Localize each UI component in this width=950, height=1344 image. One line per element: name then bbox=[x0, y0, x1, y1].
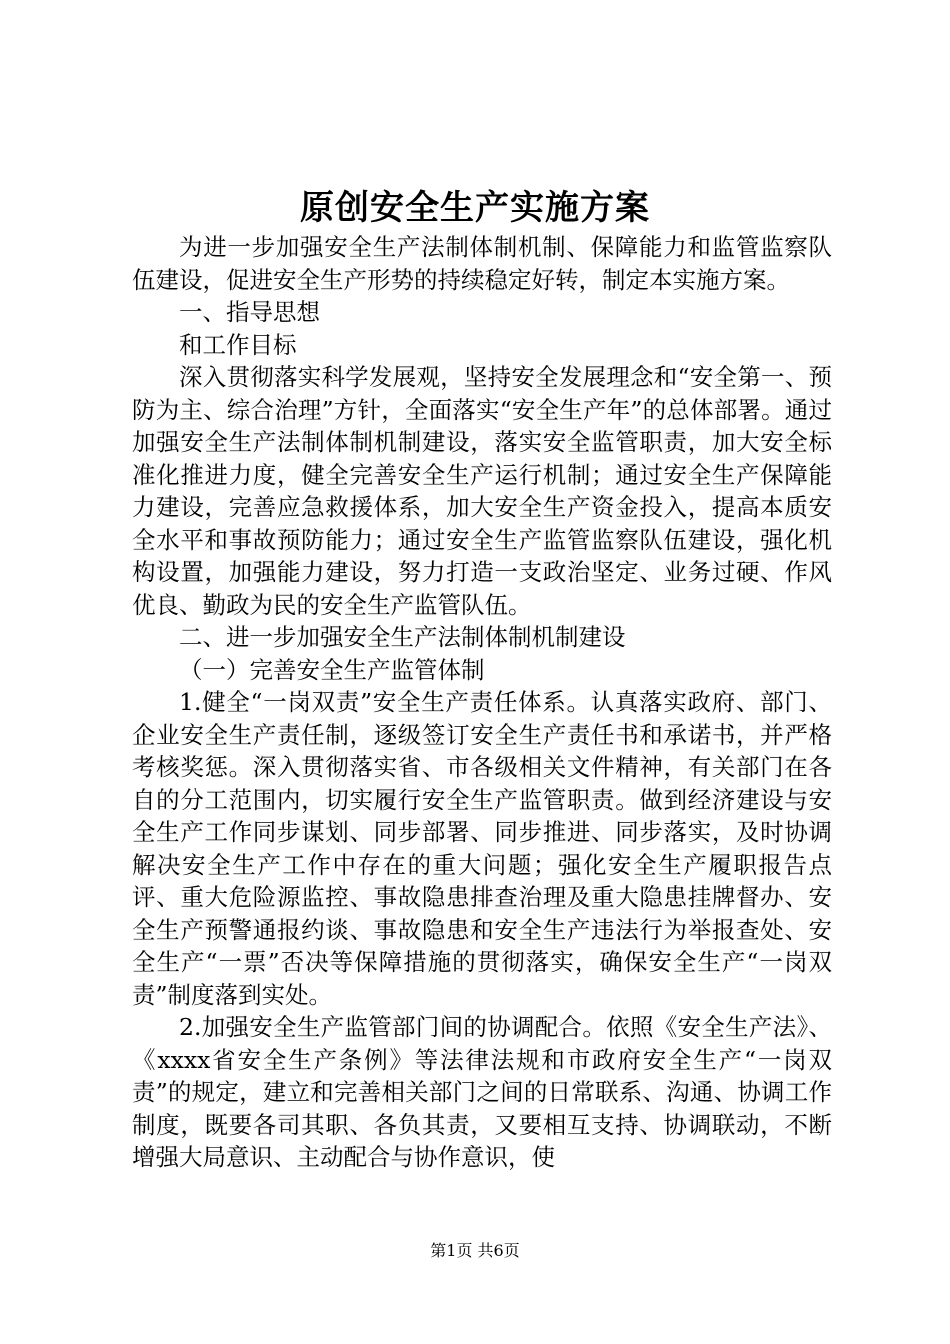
paragraph-item-2: 2.加强安全生产监管部门间的协调配合。依照《安全生产法》、《xxxx省安全生产条例》等法律法规和市政府安全生产“一岗双责”的规定，建立和完善相关部门之间的日常联系、沟通、协调工作制度，既要各司其职、各负其责，又要相互支持、协调联动，不断增强大局意识、主动配合与协作意识，使 bbox=[132, 1013, 832, 1171]
paragraph-guiding-thought: 深入贯彻落实科学发展观，坚持安全发展理念和“安全第一、预防为主、综合治理”方针，全面落实“安全生产年”的总体部署。通过加强安全生产法制体制机制建设，落实安全监管职责，加大安全标准化推进力度，健全完善安全生产运行机制；通过安全生产保障能力建设，完善应急救援体系，加大安全生产资金投入，提高本质安全水平和事故预防能力；通过安全生产监管监察队伍建设，强化机构设置，加强能力建设，努力打造一支政治坚定、业务过硬、作风优良、勤政为民的安全生产监管队伍。 bbox=[132, 363, 832, 619]
document-title: 原创安全生产实施方案 bbox=[300, 188, 650, 228]
document-body bbox=[132, 231, 832, 1174]
paragraph-item-1: 1.健全“一岗双责”安全生产责任体系。认真落实政府、部门、企业安全生产责任制，逐级签订安全生产责任书和承诺书，并严格考核奖惩。深入贯彻落实省、市各级相关文件精神，有关部门在各自的分工范围内，切实履行安全生产监管职责。做到经济建设与安全生产工作同步谋划、同步部署、同步推进、同步落实，及时协调解决安全生产工作中存在的重大问题；强化安全生产履职报告点评、重大危险源监控、事故隐患排查治理及重大隐患挂牌督办、安全生产预警通报约谈、事故隐患和安全生产违法行为举报查处、安全生产“一票”否决等保障措施的贯彻落实，确保安全生产“一岗双责”制度落到实处。 bbox=[132, 688, 832, 1009]
subsection-heading-supervision: （一）完善安全生产监管体制 bbox=[179, 655, 485, 684]
paragraph-intro: 为进一步加强安全生产法制体制机制、保障能力和监管监察队伍建设，促进安全生产形势的持续稳定好转，制定本实施方案。 bbox=[132, 233, 832, 294]
section-heading-legal-system: 二、进一步加强安全生产法制体制机制建设 bbox=[179, 623, 626, 651]
page-number-footer: 第1页 共6页 bbox=[430, 1241, 520, 1260]
section-heading-work-goals: 和工作目标 bbox=[179, 330, 297, 359]
section-heading-guiding-thought: 一、指导思想 bbox=[179, 298, 320, 326]
